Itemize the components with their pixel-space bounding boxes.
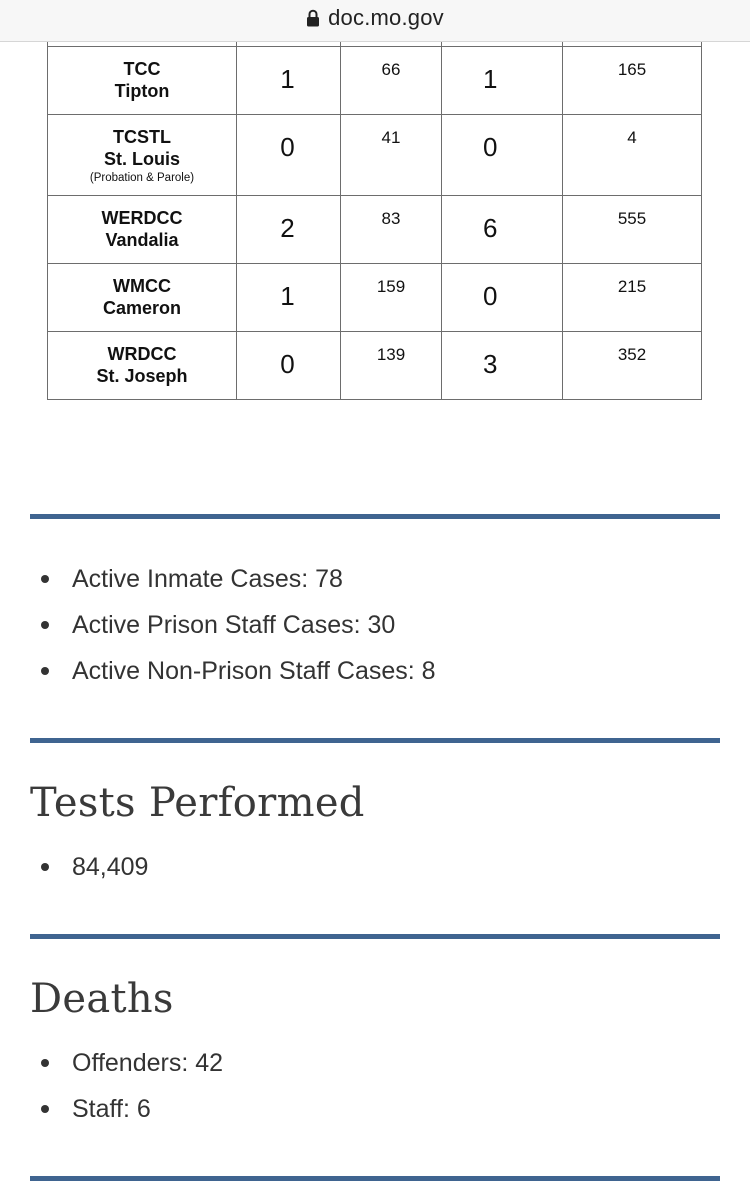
facility-city: Vandalia <box>105 230 179 250</box>
cell-value: 215 <box>617 277 647 296</box>
cell-value: 555 <box>617 209 647 228</box>
facility-cell <box>48 196 237 264</box>
tests-performed-heading: Tests Performed <box>30 780 365 826</box>
cell-value: 0 <box>483 132 498 162</box>
cell-value: 2 <box>280 213 295 243</box>
table-cell <box>563 115 702 196</box>
bullet-icon <box>41 863 49 871</box>
lock-icon <box>306 9 320 27</box>
bullet-icon <box>41 667 49 675</box>
table-cell <box>237 115 341 196</box>
list-item <box>30 648 720 694</box>
table-row <box>48 115 702 196</box>
list-item <box>30 602 720 648</box>
facility-cell <box>48 264 237 332</box>
table-cell <box>563 332 702 400</box>
list-item <box>30 1086 720 1132</box>
facility-city: St. Joseph <box>96 366 188 386</box>
facility-code: WERDCC <box>101 208 183 228</box>
table-cell <box>237 332 341 400</box>
table-cell <box>563 196 702 264</box>
facility-cell <box>48 47 237 115</box>
table-cell <box>563 47 702 115</box>
cell-value: 0 <box>280 132 295 162</box>
table-row <box>48 332 702 400</box>
list-item <box>30 1040 720 1086</box>
table-cell <box>341 264 442 332</box>
list-item-text: Active Prison Staff Cases: 30 <box>72 611 396 639</box>
facility-cases-table <box>47 0 702 400</box>
table-cell <box>442 47 563 115</box>
facility-code: WMCC <box>113 276 171 296</box>
list-item <box>30 844 720 890</box>
cell-value: 139 <box>376 345 406 364</box>
facility-cell <box>48 332 237 400</box>
table-row <box>48 196 702 264</box>
bullet-icon <box>41 575 49 583</box>
table-cell <box>237 264 341 332</box>
table-cell <box>341 115 442 196</box>
section-divider <box>30 1176 720 1181</box>
table-row <box>48 264 702 332</box>
list-item-text: Active Inmate Cases: 78 <box>72 565 343 593</box>
cell-value: 6 <box>483 213 498 243</box>
list-item-text: Active Non-Prison Staff Cases: 8 <box>72 657 436 685</box>
facility-cell <box>48 115 237 196</box>
table-cell <box>442 332 563 400</box>
facility-note: (Probation & Parole) <box>89 172 195 184</box>
cell-value: 1 <box>280 64 295 94</box>
table-row <box>48 47 702 115</box>
facility-table-wrapper <box>47 0 702 400</box>
list-item-text: Offenders: 42 <box>72 1049 224 1077</box>
bullet-icon <box>41 1059 49 1067</box>
bullet-icon <box>41 621 49 629</box>
section-divider <box>30 934 720 939</box>
deaths-list <box>30 1040 720 1132</box>
list-item-text: 84,409 <box>72 853 149 881</box>
cell-value: 1 <box>280 281 295 311</box>
cell-value: 159 <box>376 277 406 296</box>
cell-value: 4 <box>627 128 637 147</box>
url-text[interactable]: doc.mo.gov <box>328 4 444 30</box>
table-cell <box>237 196 341 264</box>
table-cell <box>442 264 563 332</box>
tests-list <box>30 844 720 890</box>
table-cell <box>442 196 563 264</box>
cell-value: 1 <box>483 64 498 94</box>
cell-value: 352 <box>617 345 647 364</box>
cell-value: 83 <box>381 209 401 228</box>
bullet-icon <box>41 1105 49 1113</box>
list-item-text: Staff: 6 <box>72 1095 151 1123</box>
cell-value: 0 <box>280 349 295 379</box>
table-cell <box>563 264 702 332</box>
facility-city: St. Louis <box>104 149 180 169</box>
address-bar[interactable] <box>0 0 750 42</box>
cell-value: 41 <box>381 128 401 147</box>
facility-code: WRDCC <box>107 344 177 364</box>
section-divider <box>30 738 720 743</box>
table-cell <box>341 332 442 400</box>
facility-city: Tipton <box>114 81 170 101</box>
cell-value: 66 <box>381 60 401 79</box>
section-divider <box>30 514 720 519</box>
table-cell <box>341 47 442 115</box>
facility-code: TCC <box>123 59 161 79</box>
deaths-heading: Deaths <box>30 976 174 1022</box>
cell-value: 165 <box>617 60 647 79</box>
cell-value: 3 <box>483 349 498 379</box>
table-cell <box>237 47 341 115</box>
list-item <box>30 556 720 602</box>
active-cases-list <box>30 556 720 694</box>
facility-code: TCSTL <box>113 127 171 147</box>
table-cell <box>442 115 563 196</box>
table-cell <box>341 196 442 264</box>
facility-city: Cameron <box>102 298 182 318</box>
cell-value: 0 <box>483 281 498 311</box>
